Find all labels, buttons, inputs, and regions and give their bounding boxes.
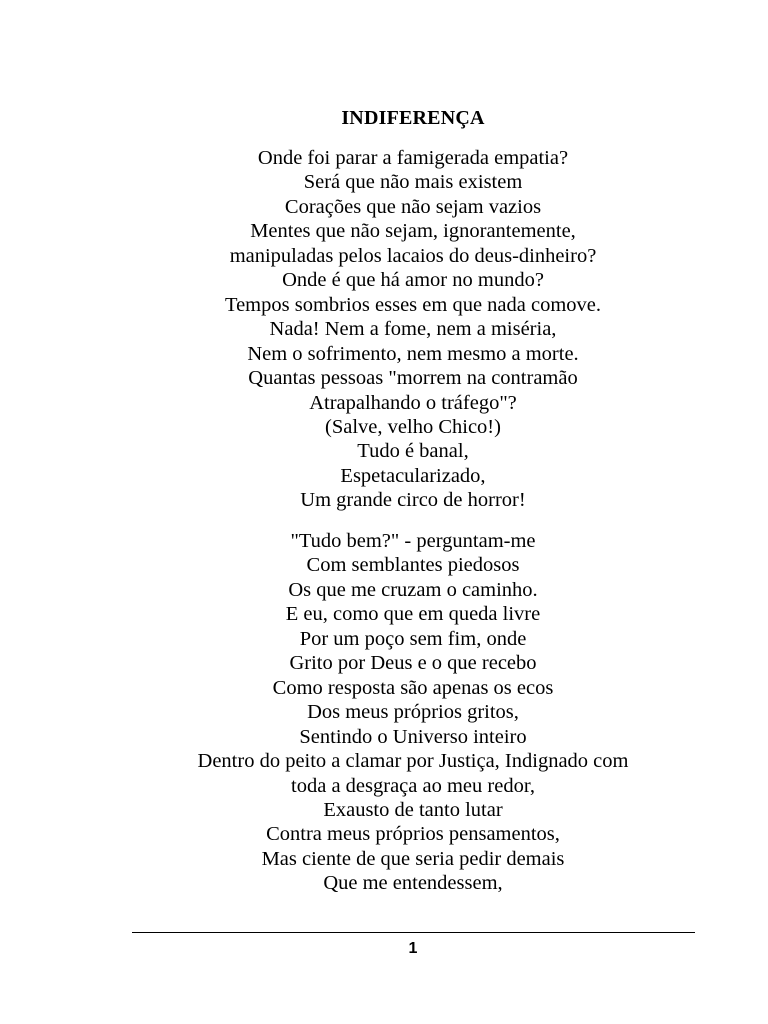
poem-line: Um grande circo de horror! <box>300 489 526 512</box>
poem-line: Onde é que há amor no mundo? <box>282 269 544 292</box>
poem-line: Quantas pessoas "morrem na contramão <box>248 367 578 390</box>
poem-line: Exausto de tanto lutar <box>323 798 503 821</box>
poem-line: Será que não mais existem <box>303 171 523 194</box>
poem-line: Como resposta são apenas os ecos <box>272 676 554 699</box>
poem-line: (Salve, velho Chico!) <box>325 415 501 438</box>
poem-line: Atrapalhando o tráfego"? <box>309 391 517 414</box>
poem-line: Com semblantes piedosos <box>306 554 520 577</box>
poem-line: Grito por Deus e o que recebo <box>289 652 537 675</box>
poem-line: Por um poço sem fim, onde <box>299 627 527 650</box>
poem-line: Espetacularizado, <box>340 464 486 487</box>
footer-divider <box>132 932 695 933</box>
poem-line: "Tudo bem?" - perguntam-me <box>290 530 536 552</box>
poem-line: Dos meus próprios gritos, <box>307 701 519 724</box>
poem-line: toda a desgraça ao meu redor, <box>291 774 535 797</box>
stanza-2 <box>0 529 768 896</box>
poem-line: Mas ciente de que seria pedir demais <box>261 847 565 870</box>
poem-line: E eu, como que em queda livre <box>285 603 541 626</box>
stanza-1 <box>0 146 768 513</box>
poem-line: Nem o sofrimento, nem mesmo a morte. <box>247 342 579 365</box>
poem-line: Onde foi parar a famigerada empatia? <box>257 147 569 169</box>
poem-line: Corações que não sejam vazios <box>284 195 542 218</box>
poem-line: Mentes que não sejam, ignorantemente, <box>250 220 576 243</box>
poem-line: Tempos sombrios esses em que nada comove. <box>224 293 602 316</box>
poem-line: Os que me cruzam o caminho. <box>288 578 538 601</box>
poem-line: Contra meus próprios pensamentos, <box>266 823 560 846</box>
poem-line: Dentro do peito a clamar por Justiça, Indignado com <box>197 750 629 773</box>
poem-line: Sentindo o Universo inteiro <box>299 725 527 748</box>
poem-line: Tudo é banal, <box>357 440 469 463</box>
poem-line: manipuladas pelos lacaios do deus-dinheiro? <box>229 244 597 267</box>
poem-title: INDIFERENÇA <box>341 107 485 129</box>
poem-line: Nada! Nem a fome, nem a miséria, <box>269 318 557 341</box>
page-number: 1 <box>408 940 418 957</box>
poem-line: Que me entendessem, <box>323 872 503 895</box>
